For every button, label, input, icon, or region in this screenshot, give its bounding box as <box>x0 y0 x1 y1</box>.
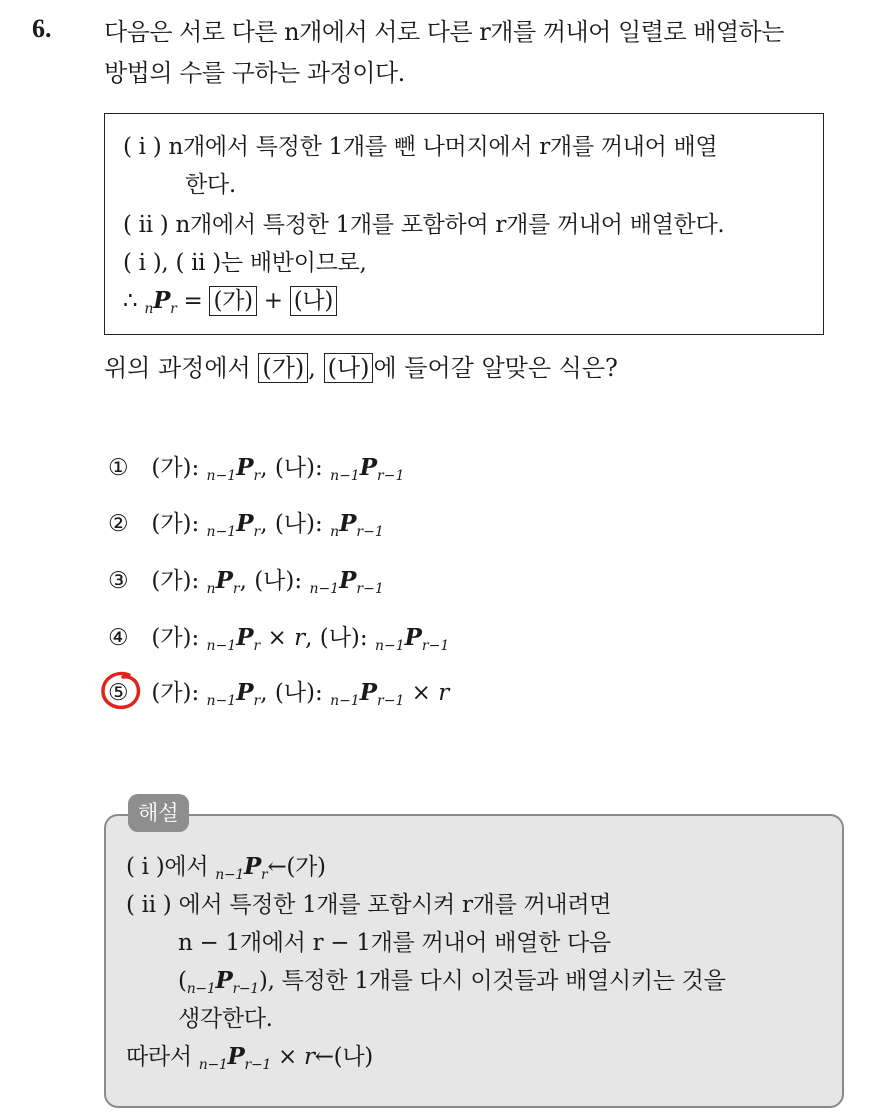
choice-label-b: (나): <box>274 511 323 537</box>
choice-number: ① <box>108 455 129 481</box>
solution-tag: 해설 <box>128 794 189 832</box>
question-number: 6. <box>32 14 52 43</box>
choice-label-b: (나): <box>319 625 368 651</box>
prompt-blank-a: (가) <box>258 353 308 383</box>
choice-label-a: (가): <box>151 455 200 481</box>
choice-number: ② <box>108 511 129 537</box>
choice-2[interactable]: ② (가): $_{n-1}P_r$, (나): $_nP_{r-1}$ <box>108 510 384 540</box>
solution-line-5: 생각한다. <box>178 1006 273 1032</box>
choice-1[interactable]: ① (가): $_{n-1}P_r$, (나): $_{n-1}P_{r-1}$ <box>108 454 405 484</box>
item-2-text: n개에서 특정한 1개를 포함하여 r개를 꺼내어 배열한다. <box>175 212 725 238</box>
choice-label-b: (나): <box>274 455 323 481</box>
answer-circle-mark <box>99 670 143 712</box>
solution-line-3: n − 1개에서 r − 1개를 꺼내어 배열한 다음 <box>178 930 611 956</box>
process-box <box>104 113 824 335</box>
solution-line-1: ( i )에서 $_{n-1}P_r\leftarrow$(가) <box>126 853 326 883</box>
item-2-prefix: ( ii ) <box>123 212 169 238</box>
prompt-blank-b: (나) <box>324 353 374 383</box>
choice-number: ③ <box>108 568 129 594</box>
solution-line-4: $(_{n-1}P_{r-1})$, 특정한 1개를 다시 이것들과 배열시키는 것을 <box>178 967 726 997</box>
process-formula: ∴ $_nP_r$ = (가) + (나) <box>123 286 337 324</box>
choice-number: ④ <box>108 625 129 651</box>
sol-line-1-suffix: ←(가) <box>267 854 326 880</box>
question-prompt: 위의 과정에서 (가) , (나) 에 들어갈 알맞은 식은? <box>104 354 618 382</box>
blank-b-box: (나) <box>290 286 337 316</box>
choice-label-a: (가): <box>151 568 200 594</box>
therefore-symbol: ∴ <box>123 288 138 314</box>
item-1-text: n개에서 특정한 1개를 뺀 나머지에서 r개를 꺼내어 배열 <box>168 134 718 160</box>
process-conclusion: ( i ), ( ii )는 배반이므로, <box>123 250 367 276</box>
solution-line-2: ( ii ) 에서 특정한 1개를 포함시켜 r개를 꺼내려면 <box>126 892 612 918</box>
question-stem <box>104 12 874 94</box>
choice-3[interactable]: ③ (가): $_nP_r$, (나): $_{n-1}P_{r-1}$ <box>108 567 384 597</box>
stem-line-1: 다음은 서로 다른 n개에서 서로 다른 r개를 꺼내어 일렬로 배열하는 <box>104 18 784 46</box>
choice-label-b: (나): <box>274 680 323 706</box>
prompt-after: 에 들어갈 알맞은 식은? <box>373 354 618 382</box>
process-item-1-cont: 한다. <box>185 172 236 198</box>
sol-line-6-suffix: ←(나) <box>314 1044 373 1070</box>
choice-5[interactable]: ⑤ (가): $_{n-1}P_r$, (나): $_{n-1}P_{r-1} \times r$ <box>108 679 450 709</box>
choice-label-a: (가): <box>151 511 200 537</box>
choice-4[interactable]: ④ (가): $_{n-1}P_r \times r$, (나): $_{n-1}P_{r-1}$ <box>108 624 450 654</box>
sol-line-4-suffix: , 특정한 1개를 다시 이것들과 배열시키는 것을 <box>267 968 726 994</box>
process-item-2 <box>123 210 724 240</box>
process-item-1 <box>123 132 717 162</box>
choice-number: ⑤ <box>108 680 129 706</box>
blank-a-box: (가) <box>209 286 256 316</box>
choice-label-a: (가): <box>151 680 200 706</box>
solution-line-6: 따라서 $_{n-1}P_{r-1}$ × r←(나) <box>126 1043 373 1073</box>
prompt-before: 위의 과정에서 <box>104 354 251 382</box>
sol-line-1-prefix: ( i )에서 <box>126 854 209 880</box>
sol-line-6-prefix: 따라서 <box>126 1044 192 1070</box>
choice-label-a: (가): <box>151 625 200 651</box>
choice-label-b: (나): <box>254 568 303 594</box>
item-1-prefix: ( i ) <box>123 134 162 160</box>
stem-line-2: 방법의 수를 구하는 과정이다. <box>104 59 405 87</box>
